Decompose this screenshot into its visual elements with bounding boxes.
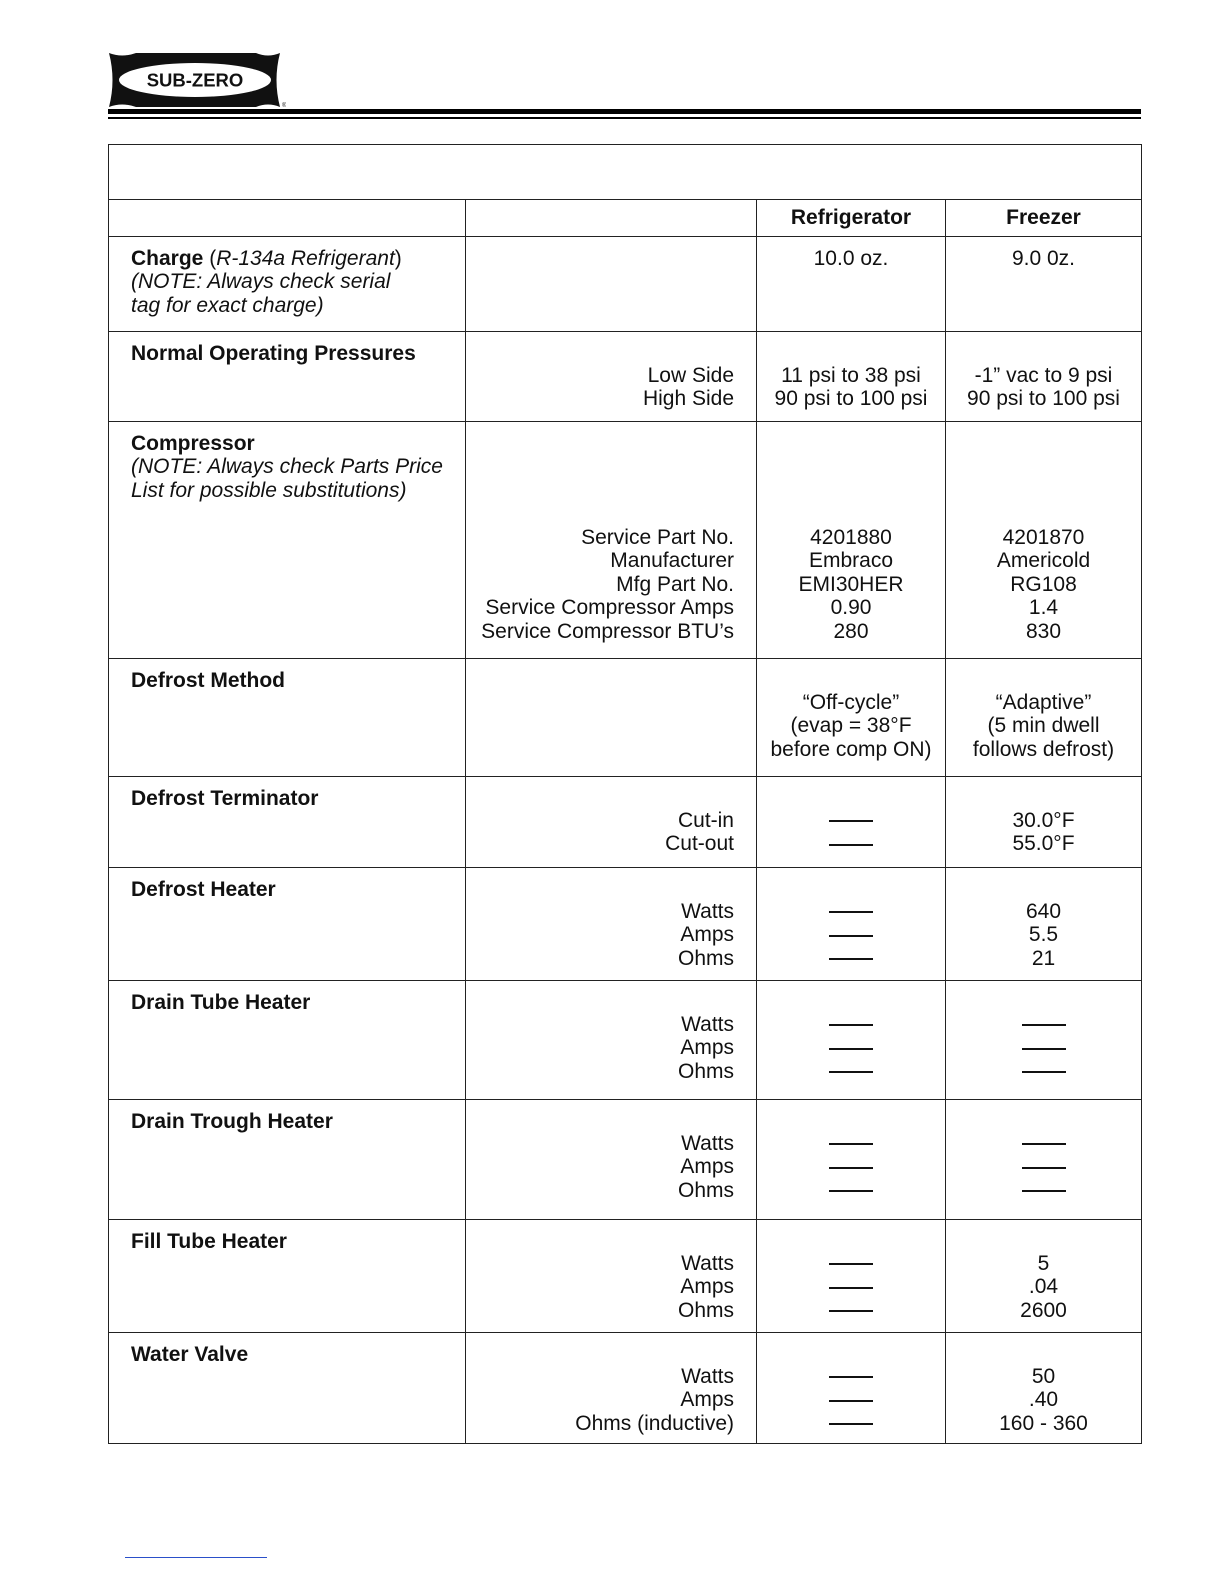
table-row	[109, 659, 1142, 777]
svg-text:SUB-ZERO: SUB-ZERO	[146, 69, 244, 91]
row-label-cell	[109, 868, 466, 981]
dash-icon	[829, 911, 873, 913]
freezer-value: 50	[1031, 1365, 1056, 1388]
row-note: (NOTE: Always check Parts Price	[131, 455, 443, 479]
freezer-value: 30.0°F	[1012, 809, 1075, 832]
column-header-parameter	[466, 200, 757, 237]
freezer-value: 2600	[1020, 1298, 1067, 1322]
param-label: Service Compressor Amps	[485, 596, 734, 620]
freezer-value: -1” vac to 9 psi	[974, 364, 1113, 387]
refrigerator-value: before comp ON)	[770, 737, 932, 761]
refrigerator-value: 11 psi to 38 psi	[781, 364, 921, 387]
row-label-cell	[109, 1333, 466, 1444]
param-label: Watts	[681, 1013, 734, 1036]
param-label: Amps	[680, 1036, 734, 1060]
dash-icon	[829, 1287, 873, 1289]
param-label: Amps	[680, 1388, 734, 1412]
dash-icon	[829, 1048, 873, 1050]
freezer-value: 640	[1025, 900, 1062, 923]
dash-icon	[829, 1263, 873, 1265]
freezer-value: follows defrost)	[972, 737, 1115, 761]
table-row	[109, 422, 1142, 659]
row-name: Defrost Heater	[131, 878, 276, 901]
row-label-cell	[109, 332, 466, 422]
column-header-freezer: Freezer	[946, 200, 1142, 237]
freezer-value: (5 min dwell	[987, 714, 1100, 738]
freezer-value: 160 - 360	[999, 1411, 1088, 1435]
row-name: Normal Operating Pressures	[131, 342, 416, 365]
refrigerator-value: 90 psi to 100 psi	[774, 387, 928, 411]
refrigerator-cell	[757, 1220, 946, 1333]
dash-icon	[829, 1024, 873, 1026]
refrigerator-cell	[757, 1100, 946, 1220]
freezer-value: 830	[1025, 619, 1062, 643]
row-param-cell	[466, 659, 757, 777]
row-name: Compressor	[131, 432, 255, 455]
freezer-value: RG108	[1010, 572, 1077, 596]
row-note: (NOTE: Always check serial	[131, 270, 391, 294]
row-label-cell	[109, 777, 466, 868]
freezer-cell	[946, 332, 1142, 422]
row-name: Defrost Terminator	[131, 787, 319, 810]
dash-icon	[829, 844, 873, 846]
freezer-cell	[946, 981, 1142, 1100]
freezer-cell	[946, 777, 1142, 868]
table-row	[109, 1220, 1142, 1333]
dash-icon	[829, 1143, 873, 1145]
freezer-cell	[946, 1220, 1142, 1333]
row-param-cell	[466, 777, 757, 868]
row-name: Charge	[131, 247, 204, 270]
table-title-row	[109, 145, 1142, 200]
param-label: Ohms (inductive)	[575, 1411, 734, 1435]
row-note: List for possible substitutions)	[131, 478, 407, 502]
refrigerator-cell	[757, 332, 946, 422]
refrigerator-value: “Off-cycle”	[802, 691, 900, 714]
row-name: Water Valve	[131, 1343, 249, 1366]
column-header-label	[109, 200, 466, 237]
param-label: Amps	[680, 1155, 734, 1179]
row-param-cell	[466, 332, 757, 422]
table-title	[109, 145, 1142, 200]
header-rule-thick	[108, 109, 1141, 114]
dash-icon	[1022, 1167, 1066, 1169]
row-name: Fill Tube Heater	[131, 1230, 287, 1253]
refrigerator-cell	[757, 981, 946, 1100]
param-label: Ohms	[677, 1059, 734, 1083]
freezer-value: 55.0°F	[1012, 832, 1075, 856]
row-param-cell	[466, 1100, 757, 1220]
freezer-cell	[946, 659, 1142, 777]
row-param-cell	[466, 1333, 757, 1444]
refrigerator-cell	[757, 237, 946, 332]
sub-zero-logo	[108, 52, 286, 108]
param-label: Ohms	[677, 1178, 734, 1202]
param-label: Ohms	[677, 946, 734, 970]
dash-icon	[1022, 1024, 1066, 1026]
refrigerator-cell	[757, 422, 946, 659]
table-row	[109, 981, 1142, 1100]
freezer-value: Americold	[996, 549, 1091, 573]
dash-icon	[829, 1400, 873, 1402]
table-row	[109, 1333, 1142, 1444]
dash-icon	[829, 958, 873, 960]
row-label-cell	[109, 659, 466, 777]
refrigerator-value: 280	[833, 619, 869, 643]
row-param-cell	[466, 422, 757, 659]
row-name: Drain Trough Heater	[131, 1110, 333, 1133]
dash-icon	[1022, 1071, 1066, 1073]
param-label: Cut-in	[677, 809, 734, 832]
refrigerator-cell	[757, 868, 946, 981]
row-name: Defrost Method	[131, 669, 285, 692]
row-param-cell	[466, 981, 757, 1100]
refrigerator-cell	[757, 777, 946, 868]
row-label-cell	[109, 1220, 466, 1333]
refrigerator-value: EMI30HER	[798, 572, 904, 596]
header-rule-thin	[108, 117, 1141, 119]
row-label-cell: Charge (R-134a Refrigerant) (NOTE: Always check serial tag for exact charge)	[109, 237, 466, 332]
refrigerator-value: Embraco	[808, 549, 894, 573]
dash-icon	[829, 1190, 873, 1192]
svg-text:®: ®	[282, 103, 286, 108]
freezer-value: 1.4	[1028, 596, 1059, 620]
param-label: Service Compressor BTU’s	[481, 619, 734, 643]
dash-icon	[829, 1376, 873, 1378]
param-label: Mfg Part No.	[616, 572, 734, 596]
row-note: tag for exact charge)	[131, 293, 324, 317]
freezer-value: “Adaptive”	[995, 691, 1092, 714]
footer-link-underline[interactable]	[125, 1557, 267, 1558]
param-label: Watts	[681, 900, 734, 923]
freezer-cell	[946, 237, 1142, 332]
row-label-cell	[109, 1100, 466, 1220]
param-label: Watts	[681, 1132, 734, 1155]
row-name: Drain Tube Heater	[131, 991, 311, 1014]
param-label: Amps	[680, 923, 734, 947]
param-label: Amps	[680, 1275, 734, 1299]
row-param-cell	[466, 237, 757, 332]
table-row	[109, 868, 1142, 981]
param-label: Cut-out	[665, 832, 734, 856]
dash-icon	[829, 820, 873, 822]
table-row	[109, 237, 1142, 332]
row-param-cell	[466, 868, 757, 981]
param-label: Watts	[681, 1365, 734, 1388]
freezer-value: .04	[1028, 1275, 1059, 1299]
freezer-value: 9.0 0z.	[1011, 247, 1076, 270]
refrigerator-value: 0.90	[830, 596, 872, 620]
dash-icon	[829, 1071, 873, 1073]
table-row	[109, 777, 1142, 868]
param-label: Ohms	[677, 1298, 734, 1322]
dash-icon	[829, 1310, 873, 1312]
refrigerator-cell	[757, 659, 946, 777]
dash-icon	[829, 1423, 873, 1425]
freezer-value: 21	[1031, 946, 1056, 970]
table-row	[109, 332, 1142, 422]
param-label: Low Side	[647, 364, 734, 387]
specifications-table	[108, 144, 1142, 1444]
refrigerant-type: R-134a Refrigerant	[216, 247, 395, 270]
freezer-cell	[946, 1333, 1142, 1444]
freezer-value: 90 psi to 100 psi	[967, 387, 1120, 411]
refrigerator-value: 4201880	[810, 526, 892, 549]
dash-icon	[1022, 1048, 1066, 1050]
dash-icon	[829, 1167, 873, 1169]
column-header-refrigerator: Refrigerator	[757, 200, 946, 237]
freezer-cell	[946, 422, 1142, 659]
dash-icon	[1022, 1190, 1066, 1192]
freezer-value: 4201870	[1002, 526, 1085, 549]
table-row	[109, 1100, 1142, 1220]
row-param-cell	[466, 1220, 757, 1333]
param-label: Watts	[681, 1252, 734, 1275]
freezer-value: .40	[1028, 1388, 1059, 1412]
param-label: Manufacturer	[610, 549, 734, 573]
param-label: High Side	[642, 387, 734, 411]
refrigerator-value: (evap = 38°F	[790, 714, 912, 738]
freezer-value: 5	[1037, 1252, 1050, 1275]
freezer-value: 5.5	[1028, 923, 1059, 947]
column-header-row	[109, 200, 1142, 237]
row-label-cell	[109, 981, 466, 1100]
row-label-cell	[109, 422, 466, 659]
param-label: Service Part No.	[581, 526, 734, 549]
dash-icon	[829, 935, 873, 937]
refrigerator-cell	[757, 1333, 946, 1444]
refrigerator-value: 10.0 oz.	[813, 247, 889, 270]
dash-icon	[1022, 1143, 1066, 1145]
freezer-cell	[946, 868, 1142, 981]
freezer-cell	[946, 1100, 1142, 1220]
